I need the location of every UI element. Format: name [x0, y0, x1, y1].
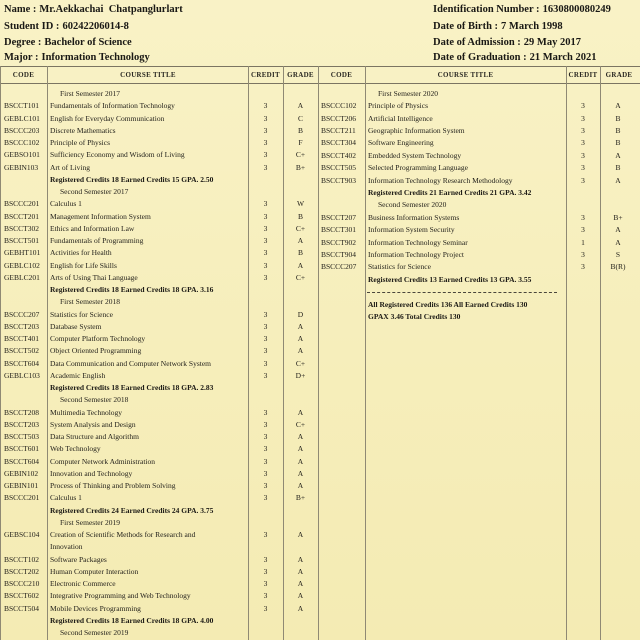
course-credit: 3 — [581, 175, 585, 185]
course-row — [0, 407, 318, 419]
semester-heading: First Semester 2019 — [60, 517, 120, 527]
course-code: GEBHT101 — [4, 248, 41, 258]
semester-summary: Registered Credits 21 Earned Credits 21 GPA. 3.42 — [368, 188, 532, 198]
course-credit: 3 — [581, 163, 585, 173]
course-code: BSCCT211 — [321, 126, 356, 136]
course-row — [0, 223, 318, 235]
course-title: Statistics for Science — [50, 309, 113, 319]
course-grade: B — [615, 126, 621, 136]
course-row — [0, 578, 318, 590]
course-credit: 3 — [263, 407, 268, 417]
info-value: Bachelor of Science — [44, 37, 132, 48]
course-credit: 3 — [581, 113, 585, 123]
course-code: BSCCT304 — [321, 138, 357, 148]
course-code: BSCCT208 — [4, 407, 40, 417]
column-header-credit: CREDIT — [250, 71, 281, 79]
semester-heading: Second Semester 2018 — [60, 395, 129, 405]
course-row — [0, 247, 318, 259]
course-grade: A — [297, 579, 304, 588]
semester-summary: Registered Credits 18 Earned Credits 18 GPA. 2.83 — [50, 383, 214, 392]
info-label: Date of Birth : — [433, 21, 499, 32]
course-credit: 3 — [581, 138, 585, 148]
course-grade: A — [297, 566, 304, 576]
course-credit: 3 — [263, 138, 268, 147]
info-label: Date of Graduation : — [433, 52, 527, 63]
course-code: BSCCT203 — [4, 419, 40, 429]
course-code: BSCCT201 — [4, 211, 40, 221]
course-credit: 3 — [263, 493, 268, 503]
course-credit: 3 — [581, 126, 585, 136]
course-title: Artificial Intelligence — [368, 113, 433, 123]
course-row — [0, 480, 318, 492]
course-grade: W — [296, 199, 305, 209]
course-grade: C+ — [295, 272, 306, 282]
course-row — [0, 260, 318, 272]
course-credit: 3 — [263, 272, 268, 282]
total-row — [318, 299, 636, 311]
course-row — [0, 492, 318, 504]
course-code: BSCCT206 — [321, 113, 357, 123]
semester-row — [0, 627, 318, 639]
semester-summary: Registered Credits 18 Earned Credits 18 GPA. 4.00 — [50, 615, 214, 625]
course-code: BSCCT604 — [4, 358, 40, 368]
course-credit: 3 — [263, 358, 268, 368]
semester-summary: Registered Credits 24 Earned Credits 24 GPA. 3.75 — [50, 505, 214, 515]
course-title: Multimedia Technology — [50, 407, 123, 417]
info-degree — [4, 37, 132, 49]
course-credit: 3 — [263, 260, 268, 270]
course-row — [318, 212, 636, 224]
column-header-credit: CREDIT — [568, 71, 598, 79]
column-header-grade: GRADE — [605, 71, 633, 79]
course-credit: 3 — [263, 321, 268, 331]
course-grade: A — [297, 530, 304, 539]
dashed-divider-line — [367, 292, 557, 293]
info-value: Information Technology — [41, 52, 150, 63]
course-grade: A — [615, 237, 621, 247]
course-title: Software Packages — [50, 554, 107, 564]
summary-row — [0, 382, 318, 394]
course-title: Fundamentals of Programming — [50, 236, 144, 245]
course-row — [0, 137, 318, 149]
course-title: Software Engineering — [368, 138, 434, 148]
column-header-grade: GRADE — [287, 71, 314, 79]
course-title: Sufficiency Economy and Wisdom of Living — [50, 150, 185, 160]
course-credit: 3 — [263, 468, 268, 478]
course-grade: A — [297, 468, 304, 478]
info-student-id — [4, 21, 129, 33]
semester-row — [0, 186, 318, 198]
course-title: System Analysis and Design — [50, 419, 136, 429]
course-row — [318, 175, 636, 187]
course-grade: S — [615, 250, 621, 260]
course-code: BSCCT504 — [4, 603, 40, 613]
overall-summary: All Registered Credits 136 All Earned Credits 130 — [368, 299, 528, 309]
table-header-rule-top — [0, 66, 640, 67]
course-row — [318, 237, 636, 249]
course-code: BSCCT402 — [321, 150, 357, 160]
course-credit: 3 — [581, 150, 585, 160]
course-grade: A — [297, 554, 304, 564]
course-grade: A — [297, 236, 304, 245]
course-credit: 3 — [263, 346, 268, 356]
info-label: Date of Admission : — [433, 37, 521, 48]
course-row — [0, 100, 318, 112]
course-title: Electronic Commerce — [50, 579, 116, 588]
course-credit: 3 — [581, 212, 585, 222]
info-value: 7 March 1998 — [501, 21, 563, 32]
course-row — [0, 358, 318, 370]
semester-row — [0, 517, 318, 529]
course-grade: A — [297, 444, 304, 454]
info-major — [4, 52, 150, 64]
course-row — [0, 198, 318, 210]
course-grade: A — [297, 432, 304, 441]
course-grade: A — [297, 481, 304, 490]
course-code: BSCCC102 — [4, 138, 40, 147]
course-column-right — [318, 88, 636, 324]
course-code: BSCCC210 — [4, 579, 40, 588]
course-grade: D+ — [295, 370, 306, 380]
semester-row — [318, 199, 636, 211]
info-date-of-graduation — [433, 52, 597, 64]
course-grade: B — [615, 138, 621, 148]
course-credit: 3 — [263, 162, 268, 172]
info-value: 21 March 2021 — [529, 52, 597, 63]
course-title: Academic English — [50, 370, 106, 380]
course-title: Data Communication and Computer Network System — [50, 358, 212, 368]
info-value: 60242206014-8 — [62, 21, 129, 32]
course-code: BSCCC207 — [4, 309, 40, 319]
course-grade: C+ — [295, 223, 306, 233]
course-credit: 3 — [263, 444, 268, 454]
course-row — [0, 272, 318, 284]
course-title: Embedded System Technology — [368, 150, 462, 160]
course-row — [318, 125, 636, 137]
course-grade: A — [297, 346, 304, 356]
course-credit: 3 — [263, 603, 268, 613]
course-title: Creation of Scientific Methods for Research and Innovation — [50, 530, 196, 552]
course-row — [318, 261, 636, 273]
course-row — [0, 603, 318, 615]
course-row — [0, 309, 318, 321]
course-code: BSCCT902 — [321, 237, 357, 247]
course-code: BSCCT604 — [4, 456, 40, 466]
course-title: Management Information System — [50, 211, 151, 221]
course-grade: B+ — [613, 212, 623, 222]
course-code: BSCCT503 — [4, 432, 40, 441]
course-row — [0, 590, 318, 602]
course-grade: A — [297, 591, 304, 601]
course-code: GEBLC101 — [4, 113, 40, 123]
course-credit: 3 — [263, 456, 268, 466]
semester-heading: First Semester 2020 — [378, 88, 438, 98]
course-code: BSCCT502 — [4, 346, 40, 356]
course-row — [0, 125, 318, 137]
course-title: Ethics and Information Law — [50, 223, 135, 233]
course-grade: A — [297, 334, 304, 343]
course-grade: C+ — [295, 150, 306, 160]
course-title: Business Information Systems — [368, 212, 460, 222]
course-grade: A — [297, 101, 304, 111]
course-title: Information Technology Research Methodology — [368, 175, 513, 185]
column-header-course-title: COURSE TITLE — [120, 71, 176, 79]
course-code: BSCCT501 — [4, 236, 40, 245]
course-row — [318, 113, 636, 125]
course-code: GEBSO101 — [4, 150, 40, 160]
course-title: Web Technology — [50, 444, 101, 454]
course-code: BSCCT102 — [4, 554, 40, 564]
course-grade: B+ — [295, 162, 306, 172]
course-credit: 3 — [263, 579, 268, 588]
course-credit: 3 — [581, 225, 585, 235]
course-title: Statistics for Science — [368, 262, 431, 272]
course-credit: 3 — [263, 481, 268, 490]
summary-row — [0, 505, 318, 517]
course-title: Arts of Using Thai Language — [50, 272, 138, 282]
course-title: Calculus 1 — [50, 199, 82, 209]
divider-row — [318, 286, 636, 298]
course-row — [0, 554, 318, 566]
course-code: BSCCT401 — [4, 334, 40, 343]
semester-heading: First Semester 2018 — [60, 297, 120, 307]
course-code: BSCCT903 — [321, 175, 357, 185]
semester-row — [318, 88, 636, 100]
summary-row — [318, 187, 636, 199]
course-credit: 3 — [263, 101, 268, 111]
column-header-course-title: COURSE TITLE — [437, 71, 494, 79]
semester-heading: Second Semester 2019 — [60, 628, 129, 637]
course-grade: C+ — [295, 419, 306, 429]
course-grade: A — [297, 456, 304, 466]
course-credit: 1 — [581, 237, 585, 247]
course-title: Human Computer Interaction — [50, 566, 139, 576]
course-grade: A — [615, 225, 621, 235]
course-row — [0, 162, 318, 174]
info-value: 29 May 2017 — [523, 37, 581, 48]
course-row — [318, 150, 636, 162]
course-credit: 3 — [263, 530, 268, 539]
course-grade: B — [297, 125, 303, 135]
course-grade: B — [297, 211, 303, 221]
column-header-code: CODE — [330, 71, 353, 79]
semester-heading: Second Semester 2017 — [60, 187, 129, 196]
course-credit: 3 — [263, 566, 268, 576]
info-value: 1630800080249 — [542, 4, 611, 15]
course-code: BSCCT207 — [321, 212, 357, 222]
course-credit: 3 — [581, 101, 585, 111]
course-row — [318, 249, 636, 261]
summary-row — [318, 274, 636, 286]
summary-row — [0, 615, 318, 627]
course-title: Principle of Physics — [50, 138, 110, 147]
course-row — [0, 149, 318, 161]
info-label: Student ID : — [4, 21, 60, 32]
course-grade: A — [615, 101, 621, 111]
summary-row — [0, 284, 318, 296]
info-label: Degree : — [4, 37, 42, 48]
course-title: Innovation and Technology — [50, 468, 133, 478]
course-row — [318, 100, 636, 112]
course-code: GEBLC102 — [4, 260, 40, 270]
course-row — [318, 137, 636, 149]
course-grade: D — [297, 309, 304, 319]
course-title: English for Everyday Communication — [50, 113, 165, 123]
course-title: Computer Platform Technology — [50, 334, 146, 343]
course-code: GEBIN103 — [4, 162, 39, 172]
course-row — [0, 456, 318, 468]
course-credit: 3 — [263, 248, 268, 258]
course-title: Information Technology Project — [368, 250, 464, 260]
info-label: Major : — [4, 52, 39, 63]
course-code: BSCCC203 — [4, 125, 40, 135]
course-title: Object Oriented Programming — [50, 346, 142, 356]
course-title: Database System — [50, 321, 102, 331]
course-credit: 3 — [581, 250, 585, 260]
table-header-rule-bottom — [0, 83, 640, 84]
course-row — [0, 333, 318, 345]
course-row — [0, 566, 318, 578]
course-code: BSCCT601 — [4, 444, 40, 454]
total-row — [318, 311, 636, 323]
course-grade: A — [297, 603, 304, 613]
course-row — [318, 224, 636, 236]
course-code: BSCCT101 — [4, 101, 40, 111]
course-code: BSCCC102 — [321, 101, 357, 111]
course-title: Computer Network Administration — [50, 456, 155, 466]
course-title: Geographic Information System — [368, 126, 465, 136]
course-title: Integrative Programming and Web Technology — [50, 591, 191, 601]
course-code: BSCCT202 — [4, 566, 40, 576]
course-credit: 3 — [263, 370, 268, 380]
course-credit: 3 — [263, 211, 268, 221]
course-row — [0, 431, 318, 443]
info-label: Identification Number : — [433, 4, 540, 15]
course-code: BSCCT301 — [321, 225, 357, 235]
course-grade: B — [615, 113, 621, 123]
course-grade: B — [615, 163, 621, 173]
course-code: GEBIN101 — [4, 481, 39, 490]
course-row — [0, 113, 318, 125]
course-credit: 3 — [263, 223, 268, 233]
course-grade: A — [297, 407, 304, 417]
course-row — [0, 211, 318, 223]
course-title: Principle of Physics — [368, 101, 428, 111]
info-date-of-birth — [433, 21, 563, 33]
course-credit: 3 — [263, 113, 268, 123]
course-grade: A — [615, 175, 621, 185]
course-credit: 3 — [263, 236, 268, 245]
info-value: Mr.Aekkachai Chatpanglurlart — [39, 4, 183, 15]
course-credit: 3 — [263, 554, 268, 564]
course-title: Information System Security — [368, 225, 455, 235]
course-grade: A — [297, 321, 304, 331]
course-code: GEBLC201 — [4, 272, 40, 282]
course-code: BSCCT203 — [4, 321, 40, 331]
info-date-of-admission — [433, 37, 581, 49]
course-grade: A — [615, 150, 621, 160]
semester-heading: Second Semester 2020 — [378, 200, 447, 210]
semester-heading: First Semester 2017 — [60, 89, 120, 98]
course-credit: 3 — [263, 419, 268, 429]
overall-summary: GPAX 3.46 Total Credits 130 — [368, 312, 461, 322]
course-title: Selected Programming Language — [368, 163, 468, 173]
course-grade: A — [297, 260, 304, 270]
course-title: English for Life Skills — [50, 260, 117, 270]
course-grade: B(R) — [610, 262, 626, 272]
course-credit: 3 — [263, 199, 268, 209]
course-credit: 3 — [263, 309, 268, 319]
course-row — [0, 529, 318, 554]
column-header-code: CODE — [12, 71, 35, 79]
course-code: BSCCC207 — [321, 262, 357, 272]
course-title: Data Structure and Algorithm — [50, 432, 139, 441]
course-grade: C — [297, 113, 303, 123]
semester-summary: Registered Credits 13 Earned Credits 13 GPA. 3.55 — [368, 274, 532, 284]
course-title: Activities for Health — [50, 248, 112, 258]
course-credit: 3 — [581, 262, 585, 272]
course-credit: 3 — [263, 150, 268, 160]
course-credit: 3 — [263, 432, 268, 441]
course-code: GEBLC103 — [4, 370, 40, 380]
course-row — [0, 345, 318, 357]
course-credit: 3 — [263, 591, 268, 601]
course-grade: B — [297, 248, 303, 258]
course-row — [318, 162, 636, 174]
course-title: Mobile Devices Programming — [50, 603, 141, 613]
info-identification-number — [433, 4, 611, 16]
course-title: Information Technology Seminar — [368, 237, 468, 247]
course-code: BSCCT505 — [321, 163, 357, 173]
course-code: GEBSC104 — [4, 530, 40, 539]
semester-row — [0, 88, 318, 100]
semester-row — [0, 394, 318, 406]
course-credit: 3 — [263, 125, 268, 135]
course-code: BSCCC201 — [4, 199, 40, 209]
summary-row — [0, 174, 318, 186]
semester-row — [0, 296, 318, 308]
info-label: Name : — [4, 4, 37, 15]
course-credit: 3 — [263, 334, 268, 343]
course-title: Fundamentals of Information Technology — [50, 101, 175, 111]
course-title: Process of Thinking and Problem Solving — [50, 481, 176, 490]
course-row — [0, 468, 318, 480]
course-grade: F — [298, 138, 303, 147]
course-row — [0, 443, 318, 455]
course-code: BSCCC201 — [4, 493, 40, 503]
info-name — [4, 4, 183, 16]
course-grade: B+ — [295, 493, 306, 503]
semester-summary: Registered Credits 18 Earned Credits 18 GPA. 3.16 — [50, 285, 214, 294]
course-code: BSCCT904 — [321, 250, 357, 260]
course-row — [0, 321, 318, 333]
course-code: BSCCT602 — [4, 591, 40, 601]
semester-summary: Registered Credits 18 Earned Credits 15 GPA. 2.50 — [50, 174, 214, 184]
course-title: Calculus 1 — [50, 493, 82, 503]
course-column-left — [0, 88, 318, 639]
course-grade: C+ — [295, 358, 306, 368]
course-title: Discrete Mathematics — [50, 125, 116, 135]
course-row — [0, 419, 318, 431]
course-title: Art of Living — [50, 162, 90, 172]
course-code: BSCCT302 — [4, 223, 40, 233]
course-row — [0, 235, 318, 247]
course-row — [0, 370, 318, 382]
course-code: GEBIN102 — [4, 468, 39, 478]
